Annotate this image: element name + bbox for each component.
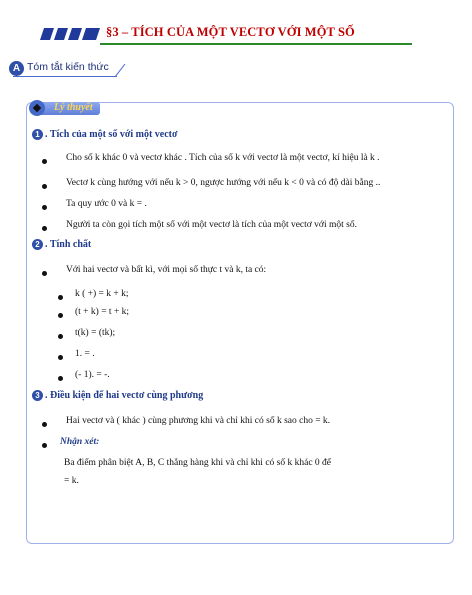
section-a-label: Tóm tắt kiến thức	[27, 61, 109, 73]
remark-line-2: = k.	[64, 476, 79, 486]
h3-item: Hai vectơ và ( khác ) cùng phương khi và chỉ khi có số k sao cho = k.	[66, 416, 331, 426]
heading-1-number: 1	[32, 129, 43, 140]
bullet-icon	[58, 313, 63, 318]
theory-box	[26, 102, 454, 544]
h1-item: Ta quy ước 0 và k = .	[66, 199, 147, 209]
theory-label: Lý thuyết	[54, 102, 93, 113]
heading-2-number: 2	[32, 239, 43, 250]
theory-icon	[29, 100, 45, 116]
h2-item: 1. = .	[75, 349, 95, 359]
heading-3-number: 3	[32, 390, 43, 401]
stripes-icon	[40, 28, 100, 40]
theory-tab	[28, 98, 116, 118]
bullet-icon	[42, 184, 47, 189]
heading-1-text: . Tích của một số với một vectơ	[45, 129, 178, 140]
bullet-icon	[58, 334, 63, 339]
heading-2-text: . Tính chất	[45, 239, 92, 250]
heading-1	[32, 129, 178, 140]
heading-3	[32, 390, 203, 401]
remark-line-1: Ba điểm phân biệt A, B, C thẳng hàng khi và chỉ khi có số k khác 0 để	[64, 458, 332, 468]
bullet-icon	[58, 355, 63, 360]
h1-item: Cho số k khác 0 và vectơ khác . Tích của số k với vectơ là một vectơ, kí hiệu là k .	[66, 153, 380, 163]
h2-item: (t + k) = t + k;	[75, 307, 130, 317]
h1-item: Người ta còn gọi tích một số với một vectơ là tích của một vectơ với một số.	[66, 220, 357, 230]
heading-2	[32, 239, 91, 250]
section-summary-header	[9, 58, 125, 78]
title-underline	[100, 43, 412, 45]
bullet-icon	[42, 271, 47, 276]
bullet-icon	[42, 226, 47, 231]
h2-item: t(k) = (tk);	[75, 328, 116, 338]
h1-item: Vectơ k cùng hướng với nếu k > 0, ngược hướng với nếu k < 0 và có độ dài bằng ..	[66, 178, 381, 188]
page-title-bar	[40, 24, 372, 46]
heading-3-text: . Điều kiện để hai vectơ cùng phương	[45, 390, 204, 401]
bullet-icon	[58, 295, 63, 300]
page-title: §3 – TÍCH CỦA MỘT VECTƠ VỚI MỘT SỐ	[106, 25, 355, 39]
h2-intro: Với hai vectơ và bất kì, với mọi số thực t và k, ta có:	[66, 265, 267, 275]
bullet-icon	[42, 443, 47, 448]
bullet-icon	[42, 205, 47, 210]
slant-decoration-icon	[115, 64, 127, 77]
h2-item: k ( +) = k + k;	[75, 289, 129, 299]
bullet-icon	[58, 376, 63, 381]
h2-item: (- 1). = -.	[75, 370, 110, 380]
bullet-icon	[42, 422, 47, 427]
section-a-badge: A	[9, 61, 24, 76]
bullet-icon	[42, 159, 47, 164]
remark-label: Nhận xét:	[60, 437, 100, 447]
section-a-underline	[13, 76, 117, 77]
